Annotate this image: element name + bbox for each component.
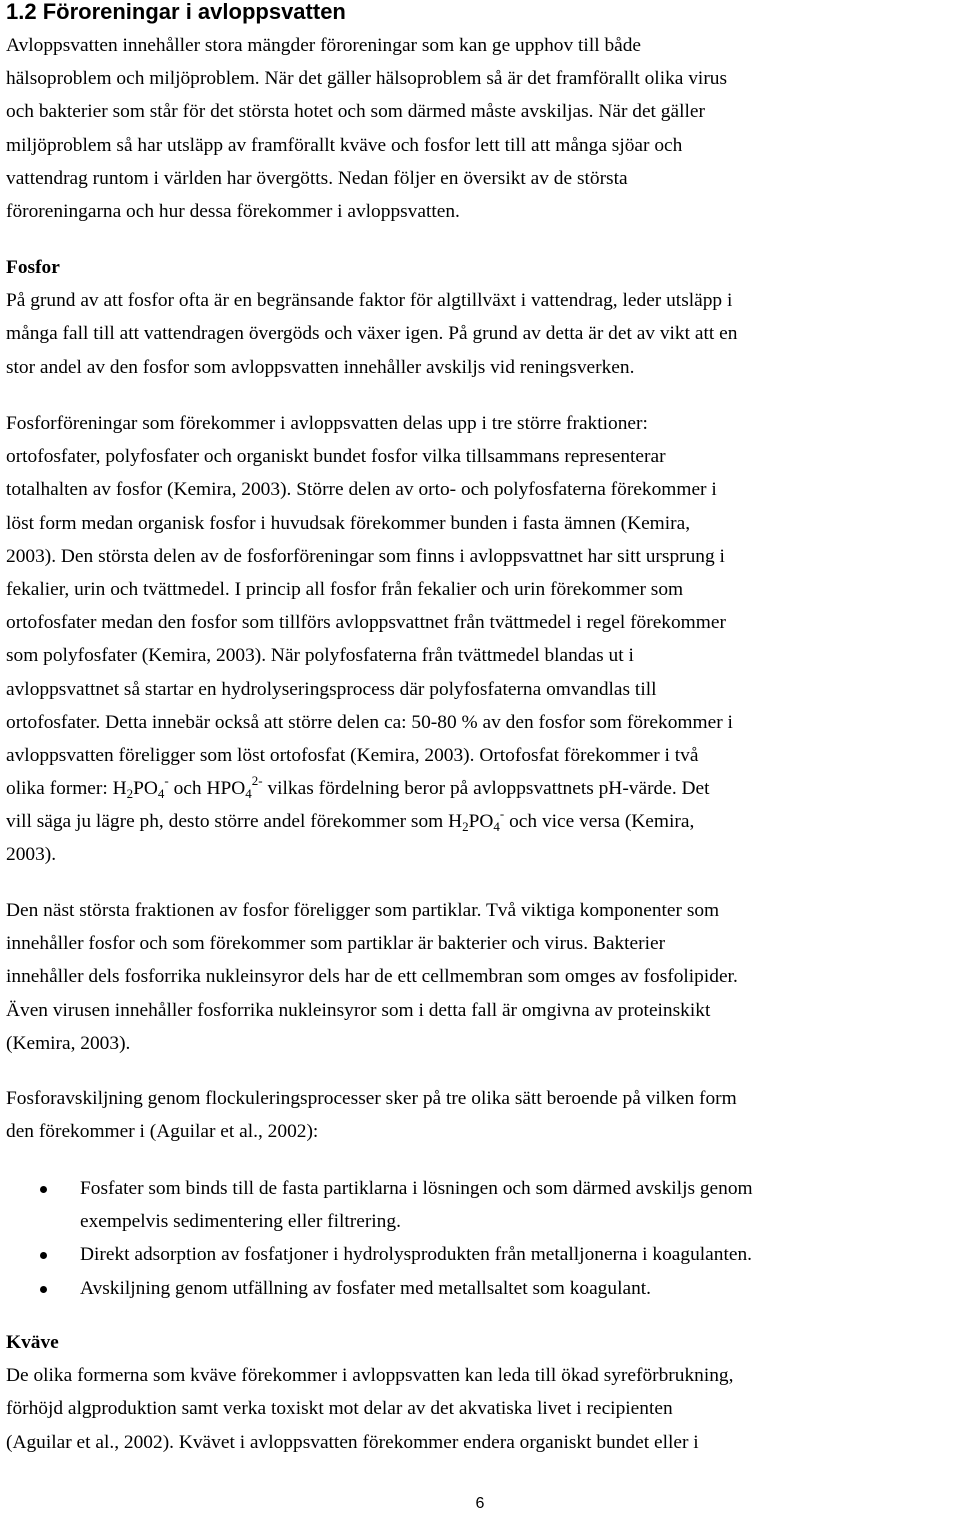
text-line: många fall till att vattendragen övergöds och växer igen. På grund av detta är det av vikt att en bbox=[6, 323, 738, 345]
fosfor-paragraph-2 bbox=[6, 407, 958, 872]
bullet-dot-icon bbox=[40, 1286, 47, 1293]
superscript: 2- bbox=[251, 773, 263, 789]
text-fragment: olika former: H bbox=[6, 778, 127, 800]
superscript: - bbox=[499, 806, 505, 822]
text-line: Fosforavskiljning genom flockuleringsprocesser sker på tre olika sätt beroende på vilken form bbox=[6, 1088, 737, 1109]
page-number: 6 bbox=[475, 1495, 485, 1512]
text-line: Den näst största fraktionen av fosfor föreligger som partiklar. Två viktiga komponenter som bbox=[6, 900, 720, 921]
list-item bbox=[0, 1172, 960, 1238]
bullet-dot-icon bbox=[40, 1186, 47, 1193]
text-line: den förekommer i (Aguilar et al., 2002): bbox=[6, 1121, 319, 1143]
text-fragment: vill säga ju lägre ph, desto större andel förekommer som H bbox=[6, 811, 463, 833]
text-fragment: PO bbox=[133, 778, 158, 800]
intro-paragraph bbox=[6, 29, 958, 228]
text-fragment: och HPO bbox=[168, 778, 246, 800]
subscript: 4 bbox=[245, 786, 252, 802]
text-line: förhöjd algproduktion samt verka toxiskt mot delar av det akvatiska livet i recipienten bbox=[6, 1398, 673, 1420]
text-line: föroreningarna och hur dessa förekommer i avloppsvatten. bbox=[6, 200, 460, 222]
subscript: 2 bbox=[462, 819, 469, 835]
list-item bbox=[0, 1238, 960, 1271]
kvave-section bbox=[6, 1326, 958, 1459]
fosfor-heading: Fosfor bbox=[6, 257, 60, 278]
text-line: stor andel av den fosfor som avloppsvatten innehåller avskiljs vid reningsverken. bbox=[6, 356, 635, 378]
text-fragment: vilkas fördelning beror på avloppsvattnets pH-värde. Det bbox=[262, 778, 710, 800]
text-line: (Aguilar et al., 2002). Kvävet i avloppsvatten förekommer endera organiskt bundet eller i bbox=[6, 1431, 699, 1453]
text-fragment: PO bbox=[468, 811, 494, 833]
superscript: - bbox=[164, 773, 169, 789]
text-line: hälsoproblem och miljöproblem. När det gäller hälsoproblem så är det framförallt olika virus bbox=[6, 68, 728, 90]
text-line: De olika formerna som kväve förekommer i avloppsvatten kan leda till ökad syreförbrukning, bbox=[6, 1365, 734, 1387]
text-line: (Kemira, 2003). bbox=[6, 1032, 131, 1054]
text-line: Direkt adsorption av fosfatjoner i hydrolysprodukten från metalljonerna i koagulanten. bbox=[80, 1244, 753, 1266]
text-line: och bakterier som står för det största hotet och som därmed måste avskiljas. När det gäller bbox=[6, 101, 705, 123]
text-line: löst form medan organisk fosfor i huvudsak förekommer bunden i fasta ämnen (Kemira, bbox=[6, 512, 691, 534]
text-line: Fosfater som binds till de fasta partiklarna i lösningen och som därmed avskiljs genom bbox=[80, 1178, 753, 1199]
text-line: innehåller fosfor och som förekommer som partiklar är bakterier och virus. Bakterier bbox=[6, 933, 666, 955]
text-line: Avloppsvatten innehåller stora mängder föroreningar som kan ge upphov till både bbox=[6, 35, 642, 56]
chem-formula-line bbox=[6, 805, 958, 838]
text-line: Fosforföreningar som förekommer i avloppsvatten delas upp i tre större fraktioner: bbox=[6, 413, 648, 434]
text-line: som polyfosfater (Kemira, 2003). När polyfosfaterna från tvättmedel blandas ut i bbox=[6, 645, 634, 667]
fosfor-paragraph-3 bbox=[6, 894, 958, 1060]
bullet-dot-icon bbox=[40, 1252, 47, 1259]
bullet-list bbox=[0, 1172, 960, 1305]
chem-formula-line bbox=[6, 772, 958, 805]
text-line: fekalier, urin och tvättmedel. I princip all fosfor från fekalier och urin förekommer som bbox=[6, 578, 684, 600]
text-line: 2003). Den största delen av de fosforföreningar som finns i avloppsvattnet har sitt ursprung i bbox=[6, 545, 725, 567]
text-line: På grund av att fosfor ofta är en begränsande faktor för algtillväxt i vattendrag, leder utsläpp i bbox=[6, 290, 733, 312]
text-line: innehåller dels fosforrika nukleinsyror dels har de ett cellmembran som omges av fosfolipider. bbox=[6, 966, 738, 988]
subscript: 4 bbox=[157, 786, 165, 802]
text-line: ortofosfater. Detta innebär också att större delen ca: 50-80 % av den fosfor som förekommer i bbox=[6, 711, 733, 733]
fosfor-paragraph-4 bbox=[6, 1082, 958, 1148]
text-line: exempelvis sedimentering eller filtrering. bbox=[80, 1211, 401, 1233]
text-line: miljöproblem så har utsläpp av framförallt kväve och fosfor lett till att många sjöar och bbox=[6, 134, 683, 156]
kvave-heading: Kväve bbox=[6, 1332, 59, 1353]
text-line: ortofosfater, polyfosfater och organiskt bundet fosfor vilka tillsammans representerar bbox=[6, 446, 666, 468]
text-line: Avskiljning genom utfällning av fosfater med metallsaltet som koagulant. bbox=[80, 1277, 652, 1299]
subscript: 2 bbox=[126, 786, 134, 802]
text-line: ortofosfater medan den fosfor som tillförs avloppsvattnet från tvättmedel i regel förekommer bbox=[6, 612, 726, 634]
text-line: 2003). bbox=[6, 844, 57, 866]
text-line: Även virusen innehåller fosforrika nukleinsyror som i detta fall är omgivna av proteinskikt bbox=[6, 999, 711, 1021]
text-fragment: och vice versa (Kemira, bbox=[504, 811, 695, 833]
section-title: 1.2 Föroreningar i avloppsvatten bbox=[6, 0, 346, 24]
text-line: vattendrag runtom i världen har övergötts. Nedan följer en översikt av de största bbox=[6, 167, 628, 189]
fosfor-section-intro bbox=[6, 251, 958, 384]
text-line: totalhalten av fosfor (Kemira, 2003). Större delen av orto- och polyfosfaterna förekommer i bbox=[6, 479, 717, 501]
text-line: avloppsvattnet så startar en hydrolyseringsprocess där polyfosfaterna omvandlas till bbox=[6, 678, 657, 700]
list-item bbox=[0, 1272, 960, 1305]
text-line: avloppsvatten föreligger som löst ortofosfat (Kemira, 2003). Ortofosfat förekommer i två bbox=[6, 744, 699, 766]
subscript: 4 bbox=[493, 819, 500, 835]
